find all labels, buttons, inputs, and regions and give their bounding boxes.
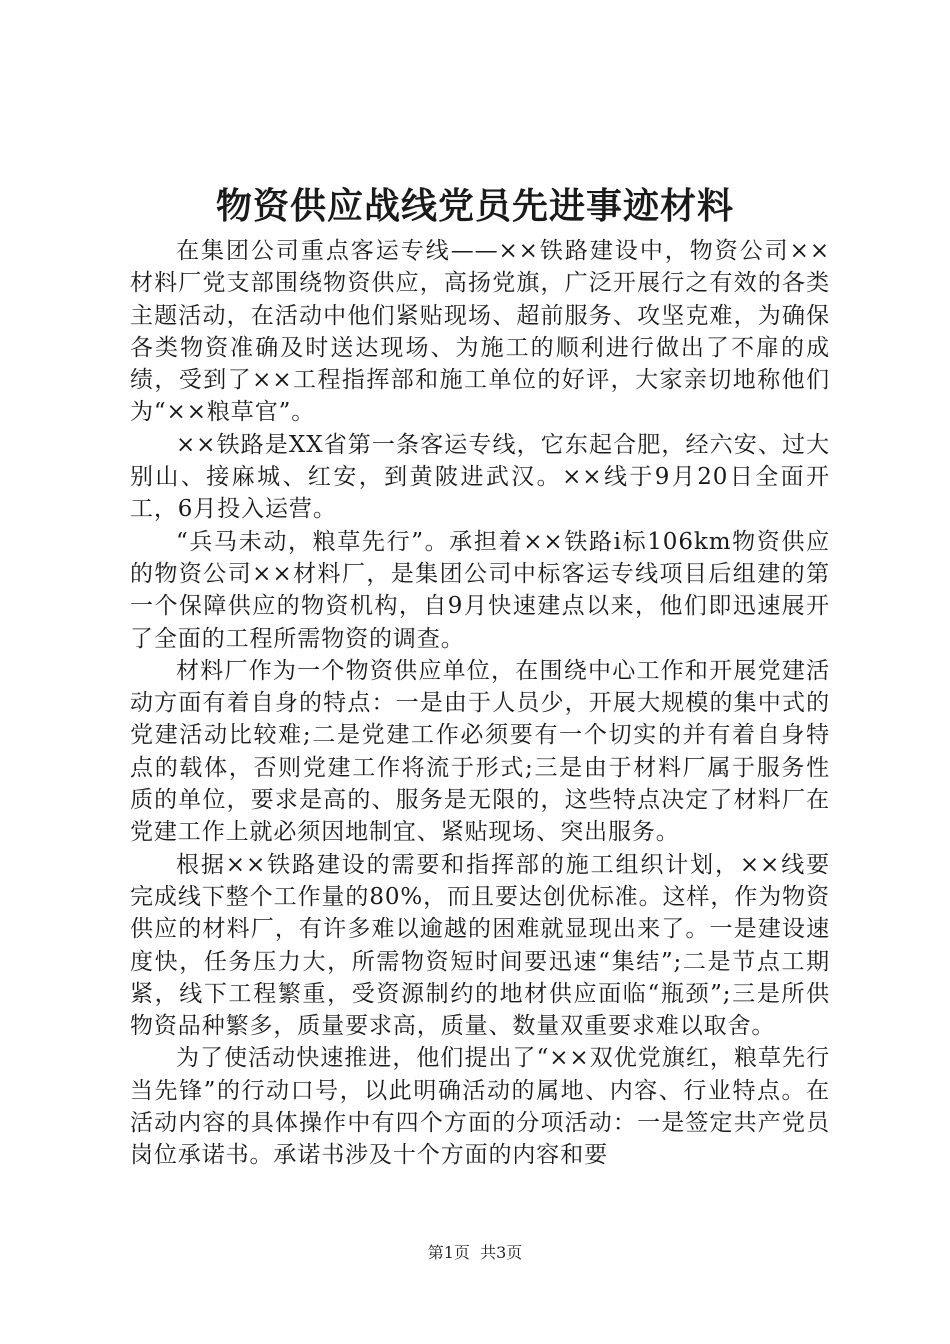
paragraph-5: 根据××铁路建设的需要和指挥部的施工组织计划，××线要完成线下整个工作量的80%，而且要达创优标准。这样，作为物资供应的材料厂，有许多难以逾越的困难就显现出来了。一是建设速度快，任务压力大，所需物资短时间要迅速“集结”;二是节点工期紧，线下工程繁重，受资源制约的地材供应面临“瓶颈”;三是所供物资品种繁多，质量要求高，质量、数量双重要求难以取舍。	[130, 851, 830, 1040]
page-total: 共3页	[480, 1243, 523, 1262]
paragraph-1: 在集团公司重点客运专线——××铁路建设中，物资公司××材料厂党支部围绕物资供应，高扬党旗，广泛开展行之有效的各类主题活动，在活动中他们紧贴现场、超前服务、攻坚克难，为确保各类物资准确及时送达现场、为施工的顺利进行做出了不扉的成绩，受到了××工程指挥部和施工单位的好评，大家亲切地称他们为“××粮草官”。	[130, 238, 830, 426]
paragraph-2: ××铁路是XX省第一条客运专线，它东起合肥，经六安、过大别山、接麻城、红安，到黄陂进武汉。××线于9月20日全面开工，6月投入运营。	[130, 431, 830, 523]
page-footer	[0, 1241, 950, 1265]
page-number: 第1页	[427, 1243, 470, 1262]
paragraph-6: 为了使活动快速推进，他们提出了“××双优党旗红，粮草先行当先锋”的行动口号，以此明确活动的属地、内容、行业特点。在活动内容的具体操作中有四个方面的分项活动：一是签定共产党员岗位承诺书。承诺书涉及十个方面的内容和要	[130, 1045, 830, 1169]
document-title: 物资供应战线党员先进事迹材料	[215, 186, 734, 227]
paragraph-4: 材料厂作为一个物资供应单位，在围绕中心工作和开展党建活动方面有着自身的特点：一是由于人员少，开展大规模的集中式的党建活动比较难;二是党建工作必须要有一个切实的并有着自身特点的载体，否则党建工作将流于形式;三是由于材料厂属于服务性质的单位，要求是高的、服务是无限的，这些特点决定了材料厂在党建工作上就必须因地制宜、紧贴现场、突出服务。	[130, 657, 830, 846]
paragraph-3: “兵马未动，粮草先行”。承担着××铁路ⅰ标106km物资供应的物资公司××材料厂，是集团公司中标客运专线项目后组建的第一个保障供应的物资机构，自9月快速建点以来，他们即迅速展开了全面的工程所需物资的调查。	[130, 528, 830, 652]
document-body	[130, 235, 830, 1172]
